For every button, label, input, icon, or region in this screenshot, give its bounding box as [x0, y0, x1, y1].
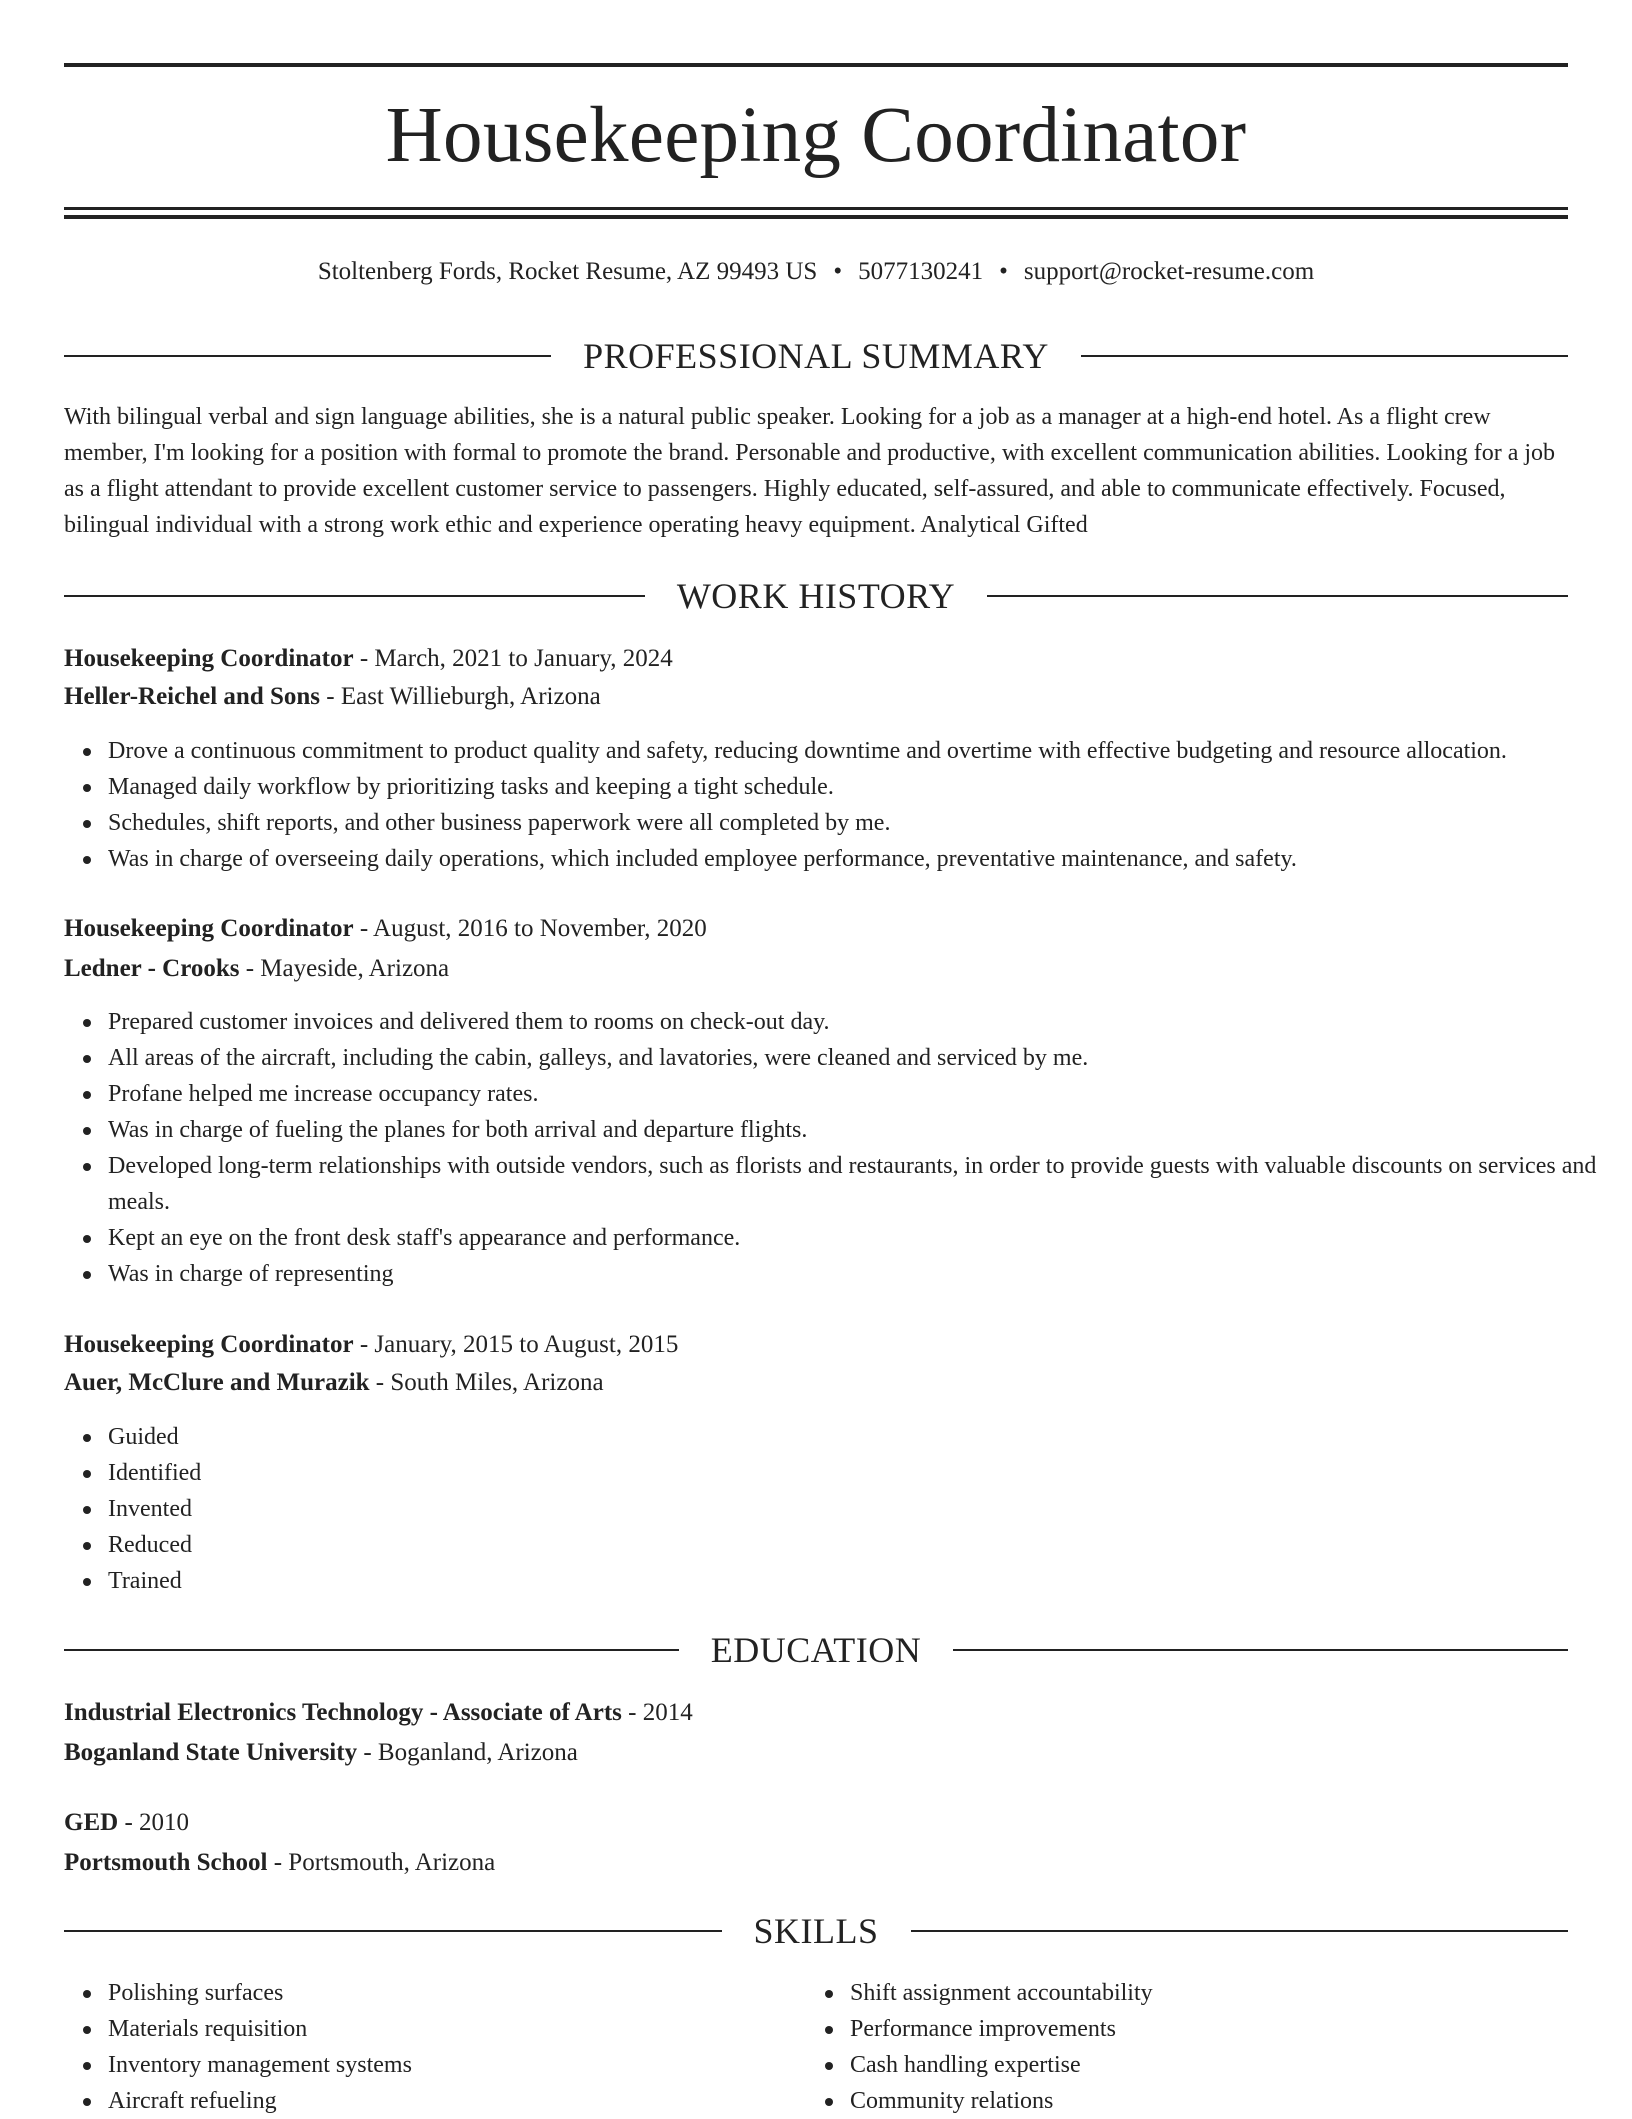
list-item: Developed long-term relationships with outside vendors, such as florists and restaurants, in order to provide guests with valuable discounts on services and meals.	[108, 1148, 1612, 1220]
job-title-line	[64, 911, 1568, 947]
section-heading-summary	[64, 334, 1568, 378]
education-location: - Portsmouth, Arizona	[267, 1849, 496, 1876]
education-school: Portsmouth School	[64, 1849, 268, 1876]
education-year: - 2014	[621, 1699, 693, 1726]
section-heading-label: EDUCATION	[710, 1630, 922, 1670]
list-item: Prepared customer invoices and delivered them to rooms on check-out day.	[108, 1004, 1612, 1040]
job-title-line	[64, 1327, 1568, 1363]
job-bullet-list	[64, 1004, 1612, 1292]
section-heading-label: SKILLS	[753, 1911, 879, 1951]
list-item: Was in charge of fueling the planes for both arrival and departure flights.	[108, 1112, 1612, 1148]
education-year: - 2010	[118, 1809, 190, 1836]
section-rule-right	[911, 1930, 1569, 1932]
contact-address: Stoltenberg Fords, Rocket Resume, AZ 99493 US	[317, 258, 818, 285]
skills-list-right	[806, 1975, 1632, 2119]
header-double-rule-lower	[64, 215, 1568, 219]
list-item: All areas of the aircraft, including the cabin, galleys, and lavatories, were cleaned and serviced by me.	[108, 1040, 1612, 1076]
list-item: Invented	[108, 1491, 1612, 1527]
education-degree: GED	[64, 1809, 119, 1836]
list-item: Guided	[108, 1419, 1612, 1455]
list-item: Identified	[108, 1455, 1612, 1491]
job-title: Housekeeping Coordinator	[64, 1331, 354, 1358]
job-title-line	[64, 641, 1568, 677]
education-location: - Boganland, Arizona	[357, 1739, 578, 1766]
job-bullet-list	[64, 1419, 1612, 1599]
section-heading-work-history	[64, 574, 1568, 618]
section-rule-right	[1081, 355, 1568, 357]
list-item: Materials requisition	[108, 2011, 1612, 2047]
list-item: Shift assignment accountability	[850, 1975, 1632, 2011]
section-heading-label: WORK HISTORY	[676, 576, 956, 616]
section-rule-right	[987, 595, 1568, 597]
job-title: Housekeeping Coordinator	[64, 645, 354, 672]
list-item: Community relations	[850, 2083, 1632, 2119]
contact-separator: •	[999, 258, 1008, 285]
education-degree: Industrial Electronics Technology - Associate of Arts	[64, 1699, 622, 1726]
list-item: Polishing surfaces	[108, 1975, 1612, 2011]
job-company: Ledner - Crooks	[64, 955, 240, 982]
list-item: Trained	[108, 1563, 1612, 1599]
job-title: Housekeeping Coordinator	[64, 915, 354, 942]
section-rule-left	[64, 1649, 679, 1651]
education-degree-line	[64, 1805, 1568, 1841]
resume-title: Housekeeping Coordinator	[385, 92, 1247, 179]
header-double-rule-upper	[64, 207, 1568, 210]
list-item: Cash handling expertise	[850, 2047, 1632, 2083]
list-item: Performance improvements	[850, 2011, 1632, 2047]
list-item: Kept an eye on the front desk staff's appearance and performance.	[108, 1220, 1612, 1256]
list-item: Aircraft refueling	[108, 2083, 1612, 2119]
section-rule-left	[64, 595, 645, 597]
education-school-line	[64, 1845, 1568, 1881]
contact-email: support@rocket-resume.com	[1023, 258, 1315, 285]
job-location: - South Miles, Arizona	[369, 1369, 604, 1396]
job-dates: - January, 2015 to August, 2015	[353, 1331, 679, 1358]
education-school-line	[64, 1735, 1568, 1771]
contact-separator: •	[833, 258, 843, 285]
job-location: - Mayeside, Arizona	[239, 955, 450, 982]
job-dates: - March, 2021 to January, 2024	[353, 645, 673, 672]
job-company-line	[64, 1365, 1568, 1401]
list-item: Schedules, shift reports, and other business paperwork were all completed by me.	[108, 805, 1612, 841]
section-rule-left	[64, 355, 551, 357]
section-rule-left	[64, 1930, 722, 1932]
list-item: Profane helped me increase occupancy rates.	[108, 1076, 1612, 1112]
education-degree-line	[64, 1695, 1568, 1731]
contact-phone: 5077130241	[858, 258, 984, 285]
job-company-line	[64, 951, 1568, 987]
job-company: Heller-Reichel and Sons	[64, 683, 321, 710]
job-company: Auer, McClure and Murazik	[64, 1369, 370, 1396]
job-company-line	[64, 679, 1568, 715]
list-item: Was in charge of overseeing daily operations, which included employee performance, preventative maintenance, and safety.	[108, 841, 1612, 877]
job-bullet-list	[64, 733, 1612, 877]
list-item: Inventory management systems	[108, 2047, 1612, 2083]
section-heading-education	[64, 1628, 1568, 1672]
list-item: Was in charge of representing	[108, 1256, 1612, 1292]
education-school: Boganland State University	[64, 1739, 358, 1766]
list-item: Reduced	[108, 1527, 1612, 1563]
job-location: - East Willieburgh, Arizona	[320, 683, 601, 710]
job-dates: - August, 2016 to November, 2020	[353, 915, 707, 942]
section-heading-skills	[64, 1909, 1568, 1953]
summary-paragraph: With bilingual verbal and sign language abilities, she is a natural public speaker. Looking for a job as a manager at a high-end hotel. As a flight crew member, I'm looking for a position with formal to promote the brand. Personable and productive, with excellent communication abilities. Looking for a job as a flight attendant to provide excellent customer service to passengers. Highly educated, self-assured, and able to communicate effectively. Focused, bilingual individual with a strong work ethic and experience operating heavy equipment. Analytical Gifted	[64, 404, 1556, 538]
header-top-rule	[64, 63, 1568, 67]
section-heading-label: PROFESSIONAL SUMMARY	[583, 336, 1049, 376]
contact-line	[64, 254, 1568, 290]
list-item: Drove a continuous commitment to product quality and safety, reducing downtime and overtime with effective budgeting and resource allocation.	[108, 733, 1612, 769]
section-rule-right	[953, 1649, 1568, 1651]
list-item: Managed daily workflow by prioritizing tasks and keeping a tight schedule.	[108, 769, 1612, 805]
